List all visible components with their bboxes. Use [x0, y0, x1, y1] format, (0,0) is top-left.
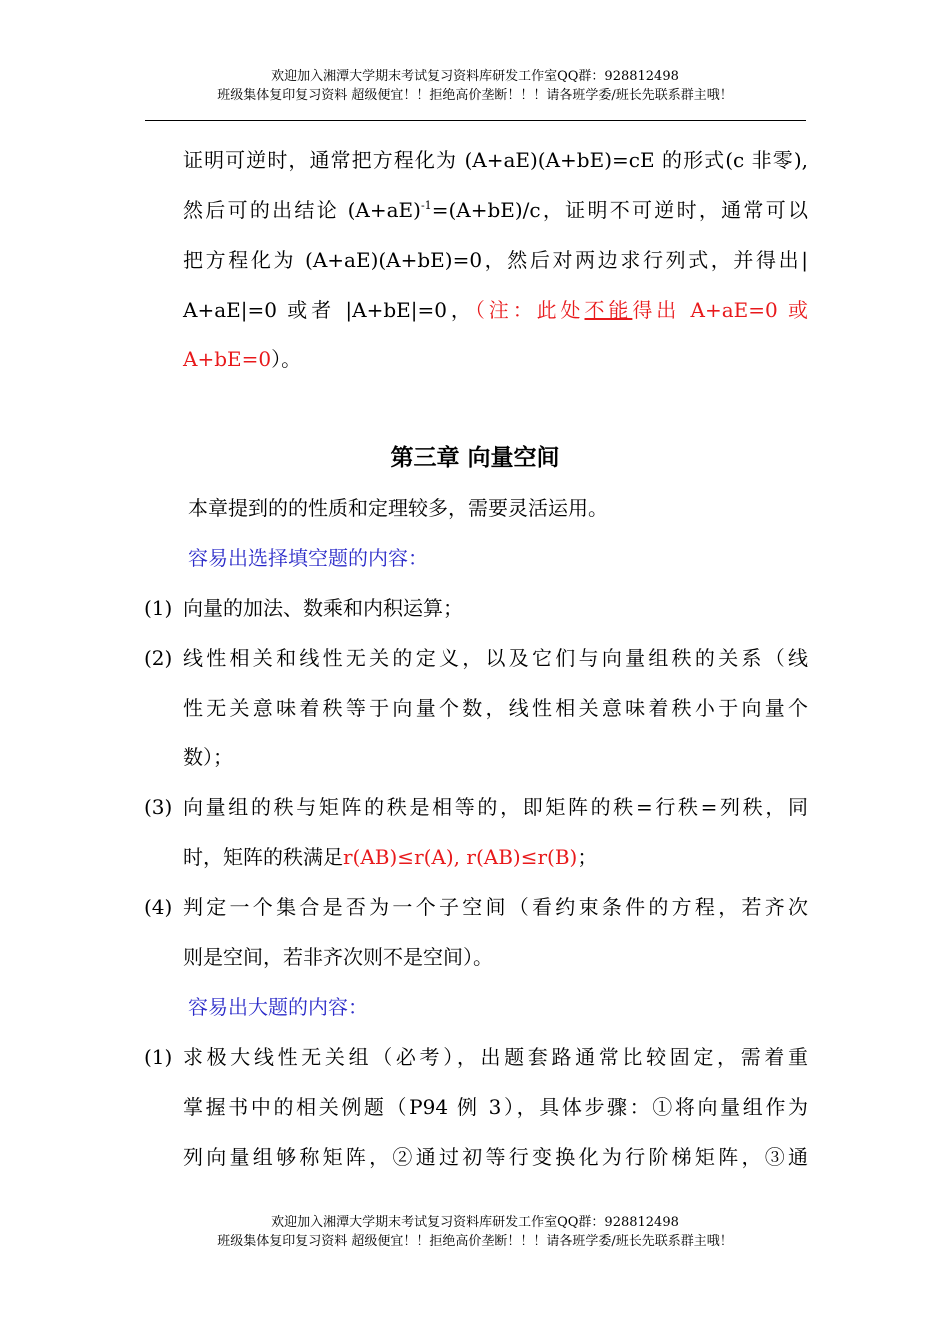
choice-item-2-number: (2): [144, 646, 173, 670]
intro-line-4: A+aE|=0 或者 |A+bE|=0，（注：此处不能得出 A+aE=0 或: [183, 298, 809, 322]
chapter-summary: 本章提到的的性质和定理较多，需要灵活运用。: [188, 496, 608, 520]
choice-heading: 容易出选择填空题的内容：: [188, 546, 428, 570]
choice-item-4-line-1: 判定一个集合是否为一个子空间（看约束条件的方程，若齐次: [183, 895, 808, 919]
major-item-1-line-3: 列向量组够称矩阵，②通过初等行变换化为行阶梯矩阵，③通: [183, 1145, 808, 1169]
choice-item-3-line-2: 时，矩阵的秩满足r(AB)≤r(A), r(AB)≤r(B)；: [183, 845, 598, 869]
page-footer: [0, 1213, 950, 1251]
major-item-1-number: (1): [144, 1045, 173, 1069]
footer-line-2: 班级集体复印复习资料 超级便宜！！拒绝高价垄断！！！请各班学委/班长先联系群主哦！: [217, 1234, 733, 1249]
intro-line-2: 然后可的出结论 $(A+aE)^{-1}=(A+bE)/c$，证明不可逆时，通常可以: [183, 198, 809, 222]
choice-item-1-number: (1): [144, 596, 173, 620]
major-item-1-line-1: 求极大线性无关组（必考），出题套路通常比较固定，需着重: [183, 1045, 808, 1069]
note: （注：此处不能得出 A+aE=0 或: [474, 298, 809, 322]
intro-line-1: 证明可逆时，通常把方程化为 (A+aE)(A+bE)=cE 的形式(c 非零),: [183, 148, 808, 172]
choice-item-4-line-2: 则是空间，若非齐次则不是空间）。: [183, 945, 493, 969]
header-line-2: 班级集体复印复习资料 超级便宜！！拒绝高价垄断！！！请各班学委/班长先联系群主哦！: [217, 88, 733, 103]
choice-item-2-line-1: 线性相关和线性无关的定义，以及它们与向量组秩的关系（线: [183, 646, 808, 670]
major-heading: 容易出大题的内容：: [188, 995, 368, 1019]
page-header: [0, 67, 950, 105]
footer-line-1: 欢迎加入湘潭大学期末考试复习资料库研发工作室QQ群：928812498: [271, 1215, 679, 1230]
chapter-title: 第三章 向量空间: [390, 444, 560, 471]
choice-item-3-line-1: 向量组的秩与矩阵的秩是相等的，即矩阵的秩=行秩=列秩，同: [183, 795, 808, 819]
choice-item-2-line-2: 性无关意味着秩等于向量个数，线性相关意味着秩小于向量个: [183, 696, 808, 720]
header-line-1: 欢迎加入湘潭大学期末考试复习资料库研发工作室QQ群：928812498: [271, 69, 679, 84]
choice-item-3-number: (3): [144, 795, 173, 819]
rank-inequality: r(AB)≤r(A), r(AB)≤r(B): [343, 845, 578, 869]
underlined-emphasis: 不能: [584, 298, 633, 322]
intro-line-3: 把方程化为 (A+aE)(A+bE)=0，然后对两边求行列式，并得出|: [183, 248, 808, 272]
choice-item-1-line-1: 向量的加法、数乘和内积运算；: [183, 596, 463, 620]
choice-item-4-number: (4): [144, 895, 173, 919]
superscript: -1: [420, 199, 432, 212]
choice-item-2-line-3: 数）；: [183, 745, 233, 769]
major-item-1-line-2: 掌握书中的相关例题（P94 例 3），具体步骤：①将向量组作为: [183, 1095, 808, 1119]
header-divider: [145, 120, 806, 121]
intro-line-5: A+bE=0）。: [183, 347, 302, 371]
